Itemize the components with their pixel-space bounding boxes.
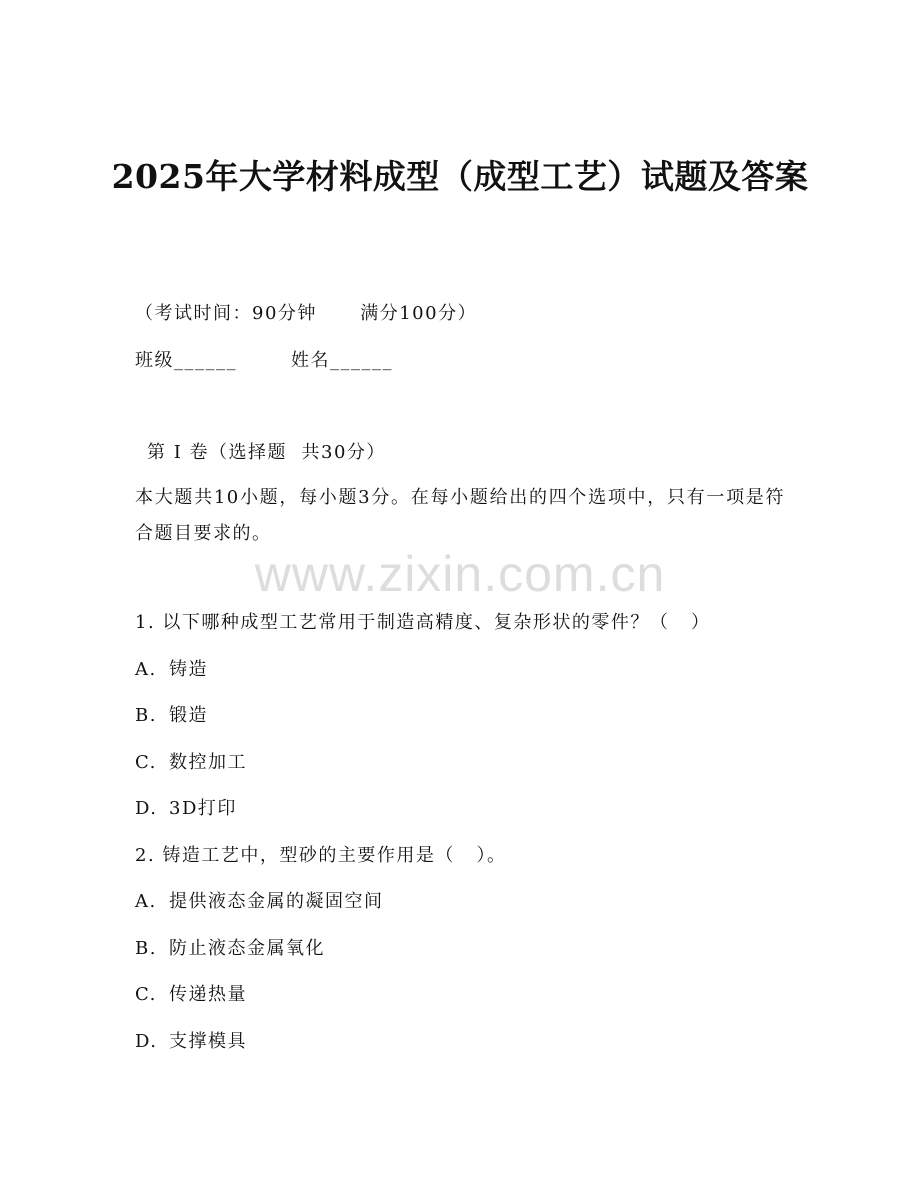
option-label: D. (135, 1031, 158, 1052)
student-info-row (135, 349, 393, 373)
option-label: B. (135, 938, 157, 959)
option-label: C. (135, 984, 157, 1005)
option-text: 提供液态金属的凝固空间 (169, 891, 384, 912)
answer-option (135, 658, 208, 682)
answer-option (135, 983, 247, 1007)
answer-option (135, 704, 208, 728)
section-title: 第 I 卷（选择题 共30分） (147, 442, 386, 463)
option-text: 防止液态金属氧化 (169, 938, 325, 959)
question-stem: 1. 以下哪种成型工艺常用于制造高精度、复杂形状的零件？（ ） (135, 612, 711, 633)
option-text: 数控加工 (169, 752, 247, 773)
answer-option (135, 1030, 247, 1054)
document-title: 2025年大学材料成型（成型工艺）试题及答案 (111, 157, 809, 196)
answer-option (135, 937, 325, 961)
option-text: 锻造 (169, 705, 208, 726)
option-label: A. (135, 891, 157, 912)
section-instructions: 本大题共10小题，每小题3分。在每小题给出的四个选项中，只有一项是符合题目要求的。 (135, 487, 785, 544)
option-label: C. (135, 752, 157, 773)
question-stem: 2. 铸造工艺中，型砂的主要作用是（ ）。 (135, 845, 507, 866)
option-text: 支撑模具 (169, 1031, 247, 1052)
class-field-label: 班级______ (135, 350, 237, 371)
answer-option (135, 890, 384, 914)
option-label: B. (135, 705, 157, 726)
option-text: 3D打印 (169, 798, 237, 819)
answer-option (135, 751, 247, 775)
option-text: 铸造 (169, 659, 208, 680)
name-field-label: 姓名______ (291, 350, 393, 371)
answer-option (135, 797, 237, 821)
option-label: D. (135, 798, 158, 819)
option-text: 传递热量 (169, 984, 247, 1005)
option-label: A. (135, 659, 157, 680)
watermark: www.zixin.com.cn (254, 546, 666, 602)
exam-info: （考试时间：90分钟 满分100分） (135, 303, 478, 324)
